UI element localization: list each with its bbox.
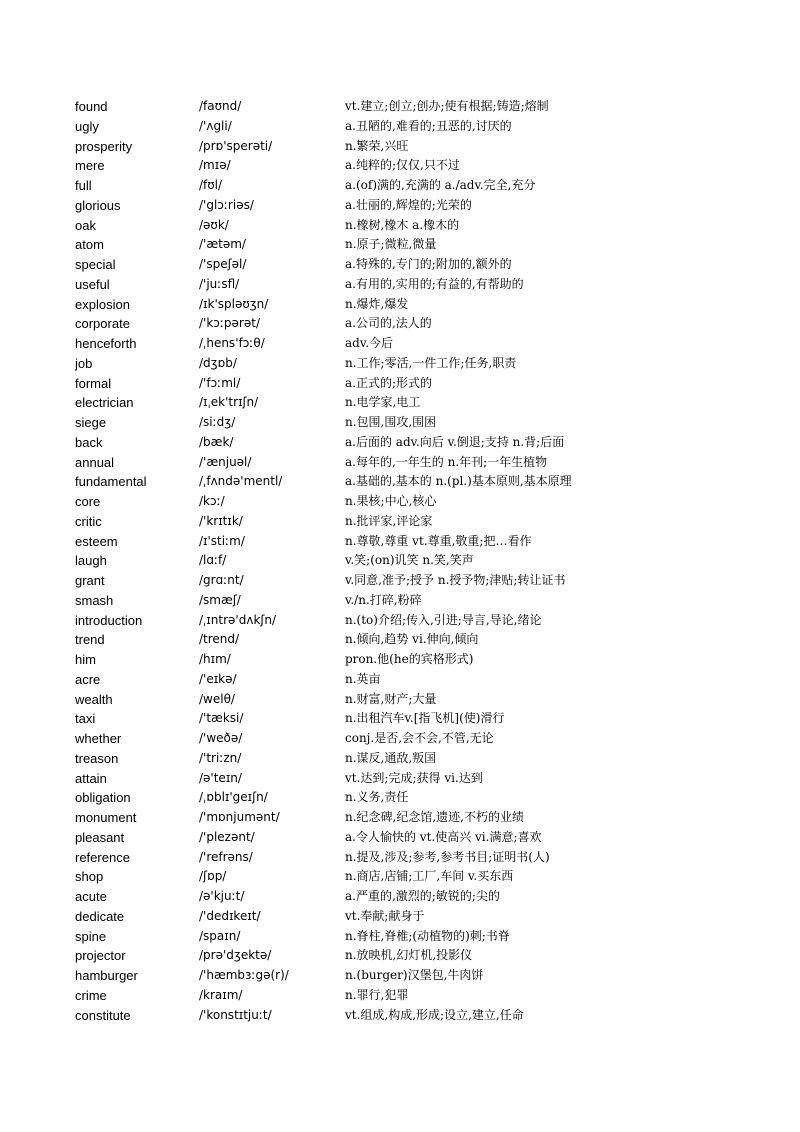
vocab-row [75,690,775,710]
vocab-meaning: adv.今后 [345,336,394,350]
vocab-word: taxi [75,711,96,727]
vocab-word: crime [75,987,107,1003]
vocab-word: monument [75,810,137,825]
vocab-meaning: n.爆炸,爆发 [345,296,409,311]
vocab-meaning: n.罪行,犯罪 [345,987,409,1002]
vocab-meaning: vt.奉献;献身于 [345,908,425,923]
vocab-phonetic: /bæk/ [199,434,234,449]
vocab-meaning: a.严重的,激烈的;敏锐的;尖的 [345,889,500,903]
vocab-phonetic: /ʃɒp/ [199,869,227,884]
vocab-row [75,670,775,690]
vocab-phonetic: /spaɪn/ [199,928,241,943]
vocab-phonetic: /siːdʒ/ [199,415,236,429]
vocab-meaning: conj.是否,会不会,不管,无论 [345,731,494,745]
vocab-row [75,334,775,354]
vocab-row [75,729,775,749]
vocab-word: core [75,494,101,509]
vocab-phonetic: /ˌɒblɪ'geɪʃn/ [199,790,268,805]
vocab-word: obligation [75,790,131,806]
vocab-row [75,216,775,236]
vocab-phonetic: /'mɒnjumənt/ [199,810,280,824]
vocab-meaning: n.纪念碑,纪念馆,遗迹,不朽的业绩 [345,810,524,824]
vocab-phonetic: /'eɪkə/ [199,671,237,686]
vocab-phonetic: /faʊnd/ [199,99,242,113]
vocab-phonetic: /'kɔːpərət/ [199,316,260,331]
vocab-phonetic: /'dedɪkeɪt/ [199,908,261,923]
vocab-phonetic: /smæʃ/ [199,592,241,607]
vocab-meaning: a.(of)满的,充满的 a./adv.完全,充分 [345,178,536,192]
vocab-phonetic: /fʊl/ [199,178,223,192]
vocab-word: smash [75,592,114,608]
vocab-word: whether [75,731,122,746]
vocab-phonetic: /lɑːf/ [199,553,227,568]
vocab-row [75,986,775,1006]
vocab-phonetic: /ɪ'stiːm/ [199,533,245,548]
vocab-phonetic: /'hæmbɜːgə(r)/ [199,968,289,982]
vocab-word: esteem [75,533,118,549]
vocab-word: grant [75,573,105,588]
vocab-meaning: n.(burger)汉堡包,牛肉饼 [345,968,484,982]
vocab-word: him [75,652,96,667]
vocab-word: full [75,178,92,193]
vocab-word: mere [75,158,105,174]
vocab-meaning: n.财富,财产;大量 [345,691,437,706]
vocab-word: siege [75,415,107,430]
vocab-phonetic: /'refrəns/ [199,849,253,864]
vocab-word: corporate [75,316,130,332]
vocab-meaning: a.基础的,基本的 n.(pl.)基本原则,基本原理 [345,474,572,489]
vocab-phonetic: /'krɪtɪk/ [199,513,243,528]
vocab-meaning: n.橡树,橡木 a.橡木的 [345,217,460,232]
vocab-meaning: a.丑陋的,难看的;丑恶的,讨厌的 [345,118,512,133]
vocab-phonetic: /'konstɪtjuːt/ [199,1007,272,1022]
vocab-meaning: n.(to)介绍;传入,引进;导言,导论,绪论 [345,612,542,627]
vocab-word: trend [75,632,105,648]
vocab-meaning: a.公司的,法人的 [345,316,432,331]
vocab-meaning: n.繁荣,兴旺 [345,138,409,153]
vocab-phonetic: /ə'kjuːt/ [199,889,245,903]
vocab-phonetic: /hɪm/ [199,652,231,666]
vocab-phonetic: /'ænjuəl/ [199,454,252,469]
vocab-meaning: vt.达到;完成;获得 vi.达到 [345,770,483,785]
vocab-meaning: a.正式的;形式的 [345,375,433,390]
vocab-row [75,927,775,947]
vocab-row [75,867,775,887]
vocabulary-list [75,97,775,1025]
vocab-phonetic: /'weðə/ [199,731,243,745]
vocab-meaning: a.纯粹的;仅仅,只不过 [345,158,460,173]
vocab-meaning: n.放映机,幻灯机,投影仪 [345,948,473,963]
vocab-word: attain [75,770,107,786]
vocab-row [75,314,775,334]
vocab-word: formal [75,375,112,391]
vocab-meaning: n.提及,涉及;参考,参考书目;证明书(人) [345,849,550,864]
vocab-row [75,433,775,453]
vocab-word: reference [75,849,130,865]
vocab-phonetic: /ˌɪntrə'dʌkʃn/ [199,612,277,627]
vocab-phonetic: /ˌfʌndə'mentl/ [199,474,283,489]
vocab-meaning: n.谋反,通敌,叛国 [345,750,437,765]
vocab-word: useful [75,276,110,292]
vocab-phonetic: /əʊk/ [199,217,229,232]
vocab-phonetic: /dʒɒb/ [199,355,237,370]
vocab-phonetic: /trend/ [199,632,240,647]
vocab-word: spine [75,928,107,944]
vocab-row [75,156,775,176]
vocab-phonetic: /ˌhens'fɔːθ/ [199,336,265,350]
vocab-row [75,1006,775,1026]
vocab-phonetic: /prɒ'sperəti/ [199,138,273,153]
vocab-row [75,97,775,117]
vocab-row [75,393,775,413]
vocab-word: henceforth [75,336,137,351]
vocab-meaning: n.脊柱,脊椎;(动植物的)刺;书脊 [345,928,510,943]
vocab-meaning: vt.建立;创立;创办;使有根据;铸造;熔制 [345,99,549,113]
vocab-word: introduction [75,612,143,628]
vocab-meaning: n.电学家,电工 [345,395,421,410]
vocab-phonetic: /ə'teɪn/ [199,770,242,785]
vocab-meaning: a.有用的,实用的;有益的,有帮助的 [345,276,524,291]
vocab-row [75,374,775,394]
vocab-word: wealth [75,691,113,707]
vocab-word: atom [75,237,104,253]
vocab-word: glorious [75,197,121,213]
vocab-row [75,611,775,631]
vocab-phonetic: /welθ/ [199,691,235,706]
vocab-phonetic: /kɔː/ [199,494,225,508]
vocab-row [75,808,775,828]
vocab-word: acre [75,671,101,687]
vocab-row [75,255,775,275]
vocab-meaning: n.原子;微粒,微量 [345,237,437,252]
vocab-meaning: n.批评家,评论家 [345,513,433,528]
vocab-word: electrician [75,395,134,411]
vocab-word: found [75,99,108,114]
vocab-phonetic: /'juːsfl/ [199,276,240,291]
vocab-meaning: n.果核;中心,核心 [345,494,437,508]
vocab-word: pleasant [75,829,125,845]
vocab-phonetic: /'tæksi/ [199,711,244,726]
vocab-row [75,907,775,927]
vocab-row [75,769,775,789]
vocab-word: critic [75,513,102,529]
vocab-word: fundamental [75,474,147,490]
vocab-row [75,275,775,295]
vocab-row [75,887,775,907]
vocab-phonetic: /ɪˌek'trɪʃn/ [199,395,259,410]
vocab-meaning: a.每年的,一年生的 n.年刊;一年生植物 [345,454,548,469]
vocab-word: back [75,434,103,450]
vocab-word: oak [75,217,96,233]
vocab-row [75,571,775,591]
vocab-word: laugh [75,553,107,569]
vocab-word: prosperity [75,138,133,154]
vocab-phonetic: /'fɔːml/ [199,375,241,390]
vocab-phonetic: /'plezənt/ [199,829,255,844]
vocab-meaning: n.倾向,趋势 vi.伸向,倾向 [345,632,479,647]
vocab-row [75,788,775,808]
vocab-phonetic: /prə'dʒektə/ [199,948,272,963]
vocab-row [75,650,775,670]
vocab-meaning: a.后面的 adv.向后 v.倒退;支持 n.背;后面 [345,434,565,449]
vocab-row [75,828,775,848]
vocab-row [75,630,775,650]
vocab-row [75,196,775,216]
vocab-row [75,117,775,137]
vocab-row [75,354,775,374]
vocab-phonetic: /grɑːnt/ [199,573,244,587]
vocab-meaning: a.壮丽的,辉煌的;光荣的 [345,197,472,212]
vocab-phonetic: /'glɔːriəs/ [199,197,254,212]
vocab-word: explosion [75,296,130,312]
vocab-word: job [75,355,93,371]
vocab-row [75,295,775,315]
vocab-word: constitute [75,1007,131,1023]
vocab-word: hamburger [75,968,138,983]
vocab-phonetic: /kraɪm/ [199,987,243,1002]
vocab-row [75,137,775,157]
vocab-row [75,532,775,552]
vocab-meaning: n.尊敬,尊重 vt.尊重,敬重;把…看作 [345,533,532,548]
vocab-meaning: v./n.打碎,粉碎 [345,592,422,607]
vocab-phonetic: /'triːzn/ [199,750,242,765]
vocab-word: acute [75,889,107,904]
vocab-row [75,413,775,433]
vocab-row [75,453,775,473]
vocab-row [75,512,775,532]
vocab-row [75,709,775,729]
vocab-row [75,591,775,611]
vocab-phonetic: /'ʌgli/ [199,118,232,133]
vocab-phonetic: /ɪk'spləʊʒn/ [199,296,269,311]
vocab-phonetic: /'speʃəl/ [199,257,247,271]
vocab-meaning: v.笑;(on)讥笑 n.笑,笑声 [345,553,474,568]
vocab-meaning: v.同意,准予;授予 n.授予物;津贴;转让证书 [345,573,566,587]
vocab-word: annual [75,454,115,470]
vocab-meaning: vt.组成,构成,形成;设立,建立,任命 [345,1007,524,1022]
vocab-meaning: n.英亩 [345,671,381,686]
vocab-meaning: n.工作;零活,一件工作;任务,职责 [345,355,517,370]
vocab-row [75,946,775,966]
vocab-row [75,472,775,492]
vocab-meaning: a.特殊的,专门的;附加的,额外的 [345,257,512,271]
vocab-meaning: a.令人愉快的 vt.使高兴 vi.满意;喜欢 [345,829,542,844]
vocab-word: ugly [75,118,99,134]
vocab-row [75,848,775,868]
vocab-word: treason [75,750,119,766]
vocab-meaning: n.义务,责任 [345,790,409,805]
vocab-row [75,235,775,255]
vocab-word: projector [75,948,126,964]
vocab-row [75,966,775,986]
vocab-meaning: n.出租汽车v.[指飞机](使)滑行 [345,711,505,726]
vocab-word: special [75,257,116,272]
vocab-row [75,551,775,571]
vocab-word: dedicate [75,908,125,924]
vocab-row [75,749,775,769]
vocab-row [75,492,775,512]
vocab-phonetic: /'ætəm/ [199,237,246,252]
vocab-meaning: n.包围,围攻,围困 [345,415,437,429]
vocab-word: shop [75,869,104,885]
vocab-meaning: pron.他(he的宾格形式) [345,652,474,666]
vocab-row [75,176,775,196]
vocab-phonetic: /mɪə/ [199,158,231,173]
vocab-meaning: n.商店,店铺;工厂,车间 v.买东西 [345,869,514,884]
